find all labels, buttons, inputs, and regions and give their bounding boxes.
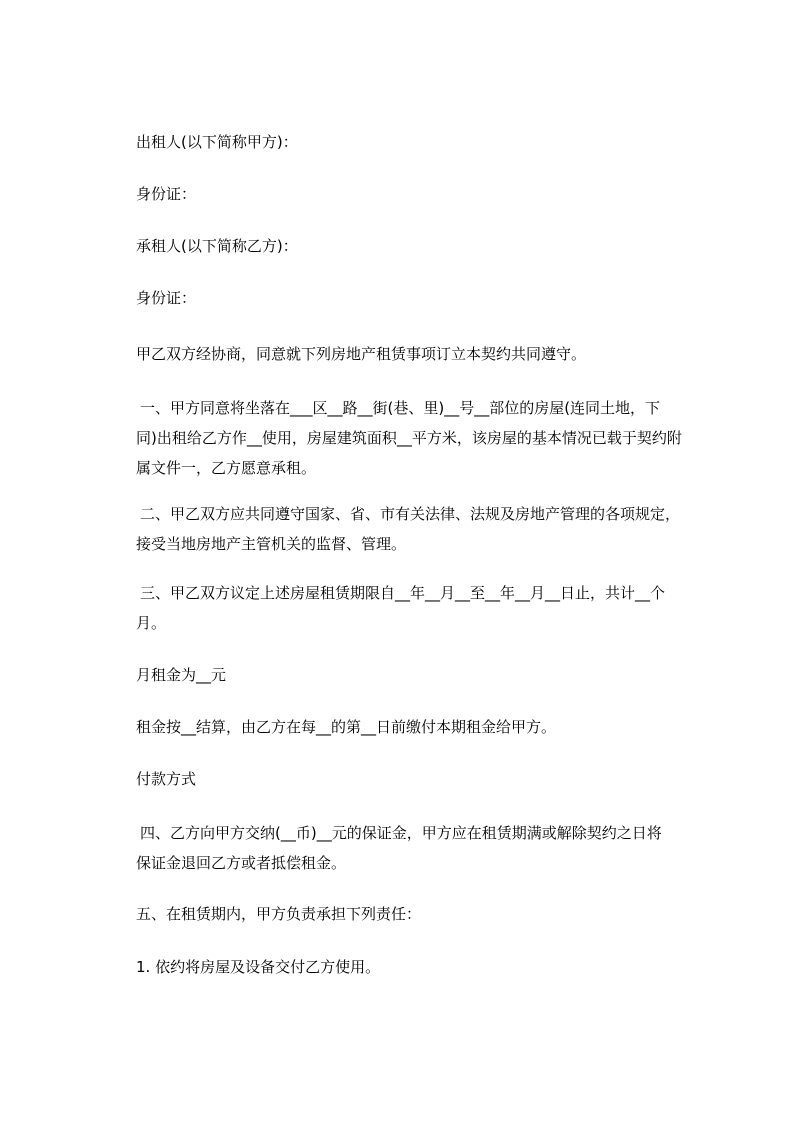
clause-4-line-1: 四、乙方向甲方交纳(__币)__元的保证金，甲方应在租赁期满或解除契约之日将 <box>140 824 662 842</box>
clause-4-line-2: 保证金退回乙方或者抵偿租金。 <box>136 854 347 872</box>
clause-3-paragraph <box>136 578 712 638</box>
item-1-line: 1. 依约将房屋及设备交付乙方使用。 <box>136 958 381 976</box>
clause-1-line-2: 同)出租给乙方作__使用，房屋建筑面积__平方米，该房屋的基本情况已载于契约附 <box>136 429 682 447</box>
monthly-rent-line: 月租金为__元 <box>136 666 227 684</box>
clause-2-line-1: 二、甲乙双方应共同遵守国家、省、市有关法律、法规及房地产管理的各项规定， <box>140 505 681 523</box>
lessee-line: 承租人(以下简称乙方)： <box>136 237 298 255</box>
intro-paragraph: 甲乙双方经协商，同意就下列房地产租赁事项订立本契约共同遵守。 <box>136 345 587 363</box>
clause-4-paragraph <box>136 818 712 878</box>
clause-2-paragraph <box>136 499 712 559</box>
clause-3-line-1: 三、甲乙双方议定上述房屋租赁期限自__年__月__至__年__月__日止，共计__个 <box>140 584 666 602</box>
clause-1-paragraph <box>136 393 712 483</box>
payment-method-line: 付款方式 <box>136 770 197 788</box>
clause-3-line-2: 月。 <box>136 614 167 632</box>
clause-1-line-1: 一、甲方同意将坐落在___区__路__街(巷、里)__号__部位的房屋(连同土地，下 <box>140 399 661 417</box>
clause-2-line-2: 接受当地房地产主管机关的监督、管理。 <box>136 535 407 553</box>
lessor-line: 出租人(以下简称甲方)： <box>136 133 298 151</box>
clause-1-line-3: 属文件一，乙方愿意承租。 <box>136 459 317 477</box>
clause-5-line: 五、在租赁期内，甲方负责承担下列责任： <box>136 905 422 923</box>
lessor-id-line: 身份证： <box>136 185 197 203</box>
rent-payment-line: 租金按__结算，由乙方在每__的第__日前缴付本期租金给甲方。 <box>136 718 557 736</box>
lessee-id-line: 身份证： <box>136 289 197 307</box>
